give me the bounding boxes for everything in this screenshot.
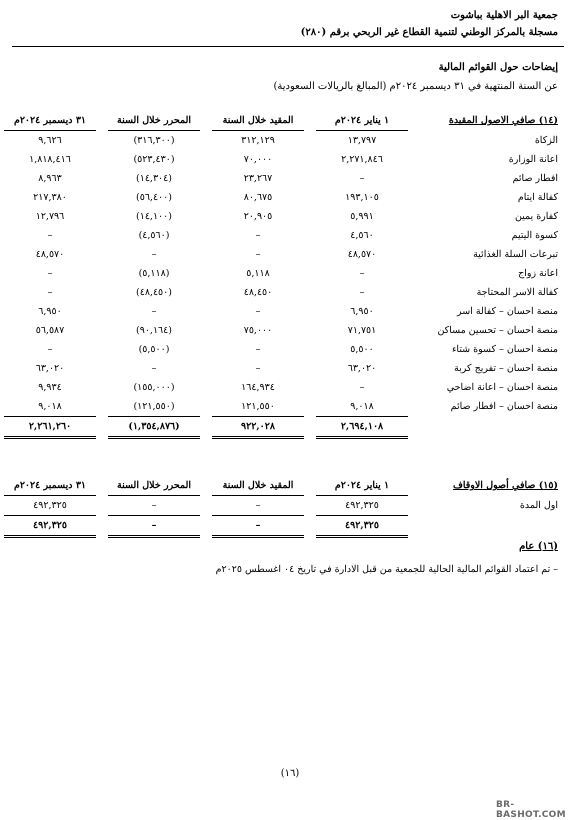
cell-opening: ٥,٥٠٠ bbox=[350, 344, 374, 355]
cell-opening: – bbox=[359, 382, 365, 393]
cell-opening: – bbox=[359, 173, 365, 184]
registration-line: مسجلة بالمركز الوطني لتنمية القطاع غير الربحي برقم (٢٨٠) bbox=[300, 27, 558, 38]
cell-restricted: ٨٠,٦٧٥ bbox=[243, 192, 273, 203]
cell-opening: ٦٣,٠٢٠ bbox=[347, 363, 377, 374]
table-row bbox=[4, 264, 558, 283]
total-label bbox=[420, 417, 558, 438]
table-row bbox=[4, 207, 558, 226]
cell-released: (٥٢٣,٤٣٠) bbox=[133, 154, 175, 165]
cell-opening: ٥,٩٩١ bbox=[350, 211, 374, 222]
cell-released: (٥٦,٤٠٠) bbox=[136, 192, 172, 203]
table-row bbox=[4, 169, 558, 188]
organization-name: جمعية البر الاهلية بباشوت bbox=[450, 10, 558, 21]
row-label: كفالة الاسر المحتاجة bbox=[476, 287, 558, 298]
cell-closing: ١٢,٧٩٦ bbox=[35, 211, 65, 222]
row-label: كفارة يمين bbox=[514, 211, 558, 222]
table-header-row bbox=[4, 476, 558, 496]
cell-restricted: ٧٠,٠٠٠ bbox=[243, 154, 273, 165]
cell-opening: ٩,٠١٨ bbox=[350, 401, 374, 412]
table-row bbox=[4, 188, 558, 207]
col-header-restricted: المقيد خلال السنة bbox=[212, 476, 304, 496]
cell-closing: ٥٦,٥٨٧ bbox=[35, 325, 65, 336]
cell-released: (٩٠,١٦٤) bbox=[136, 325, 172, 336]
col-header-restricted: المقيد خلال السنة bbox=[212, 111, 304, 131]
cell-restricted: – bbox=[255, 344, 261, 355]
row-label: منصة احسان – اعانة اضاحي bbox=[446, 382, 558, 393]
cell-released: (٥,٥٠٠) bbox=[138, 344, 170, 355]
cell-opening: ١٣,٧٩٧ bbox=[347, 135, 377, 146]
cell-closing: ٩,٩٣٤ bbox=[38, 382, 62, 393]
table-row bbox=[4, 378, 558, 397]
table-row bbox=[4, 302, 558, 321]
col-header-opening: ١ يناير ٢٠٢٤م bbox=[316, 476, 408, 496]
row-label: الزكاة bbox=[534, 134, 558, 146]
table-row bbox=[4, 397, 558, 417]
cell-restricted: – bbox=[255, 363, 261, 374]
endowment-net-assets-table bbox=[4, 476, 558, 538]
cell-closing: – bbox=[47, 344, 53, 355]
cell-closing: ٩,٦٢٦ bbox=[38, 135, 62, 146]
row-label: اعانة الوزارة bbox=[508, 154, 558, 165]
cell-released: (٤٨,٤٥٠) bbox=[136, 287, 172, 298]
cell-closing: ٤٨,٥٧٠ bbox=[35, 249, 65, 260]
cell-closing: ٦٣,٠٢٠ bbox=[35, 363, 65, 374]
cell-restricted: ٥,١١٨ bbox=[246, 268, 270, 279]
note16-text: – تم اعتماد القوائم المالية الحالية للجمعية من قبل الادارة في تاريخ ٠٤ اغسطس ٢٠٢٥م bbox=[215, 564, 558, 575]
cell-restricted: – bbox=[255, 249, 261, 260]
cell-restricted: – bbox=[255, 306, 261, 317]
cell-restricted: – bbox=[255, 500, 261, 511]
cell-opening: ٤,٥٦٠ bbox=[350, 230, 374, 241]
table-row bbox=[4, 340, 558, 359]
cell-closing: ٢١٧,٣٨٠ bbox=[33, 192, 67, 203]
cell-restricted: – bbox=[212, 516, 304, 537]
cell-restricted: ١٦٤,٩٣٤ bbox=[241, 382, 275, 393]
row-label: منصة احسان – تفريج كربة bbox=[454, 363, 558, 374]
page-number: (١٦) bbox=[280, 768, 300, 779]
cell-released: – bbox=[108, 516, 200, 537]
cell-released: (١٤,١٠٠) bbox=[136, 211, 172, 222]
col-header-released: المحرر خلال السنة bbox=[108, 476, 200, 496]
total-row bbox=[4, 516, 558, 537]
col-header-closing: ٣١ ديسمبر ٢٠٢٤م bbox=[4, 111, 96, 131]
cell-released: (١٥٥,٠٠٠) bbox=[133, 382, 175, 393]
cell-closing: ٤٩٢,٣٢٥ bbox=[4, 516, 96, 537]
cell-restricted: ٩٢٢,٠٢٨ bbox=[212, 417, 304, 438]
cell-opening: ١٩٣,١٠٥ bbox=[345, 192, 379, 203]
cell-released: – bbox=[151, 500, 157, 511]
cell-opening: ٢,٢٧١,٨٤٦ bbox=[341, 154, 383, 165]
row-label: منصة احسان – تحسين مساكن bbox=[437, 325, 558, 336]
col-header-closing: ٣١ ديسمبر ٢٠٢٤م bbox=[4, 476, 96, 496]
row-label: اول المدة bbox=[519, 500, 558, 511]
cell-closing: ١,٨١٨,٤١٦ bbox=[29, 154, 71, 165]
row-label: منصة احسان – افطار صائم bbox=[450, 401, 558, 413]
cell-closing: ٨,٩٦٣ bbox=[38, 173, 62, 184]
cell-released: (٣١٦,٣٠٠) bbox=[133, 135, 175, 146]
table-row bbox=[4, 496, 558, 516]
cell-released: (٥,١١٨) bbox=[138, 268, 170, 279]
table-row bbox=[4, 150, 558, 169]
cell-restricted: ١٢١,٥٥٠ bbox=[241, 401, 275, 412]
col-header-released: المحرر خلال السنة bbox=[108, 111, 200, 131]
cell-closing: ٤٩٢,٣٢٥ bbox=[33, 500, 67, 511]
total-label bbox=[420, 516, 558, 537]
cell-closing: – bbox=[47, 268, 53, 279]
row-label: كفالة ايتام bbox=[517, 192, 558, 203]
table-row bbox=[4, 321, 558, 340]
note16-title: (١٦) عام bbox=[519, 541, 558, 552]
cell-opening: ٤٩٢,٣٢٥ bbox=[316, 516, 408, 537]
cell-closing: ٦,٩٥٠ bbox=[38, 306, 62, 317]
row-label: تبرعات السلة الغذائية bbox=[473, 249, 558, 260]
cell-released: – bbox=[151, 363, 157, 374]
cell-restricted: ٢٠,٩٠٥ bbox=[243, 211, 273, 222]
cell-opening: ٢,٦٩٤,١٠٨ bbox=[316, 417, 408, 438]
row-label: كسوة اليتيم bbox=[511, 230, 558, 241]
note15-title: (١٥) صافي أصول الاوقاف bbox=[452, 480, 558, 492]
cell-restricted: – bbox=[255, 230, 261, 241]
cell-closing: – bbox=[47, 230, 53, 241]
note14-title: (١٤) صافي الاصول المقيدة bbox=[448, 115, 558, 127]
row-label: اعانة زواج bbox=[518, 268, 558, 279]
notes-title: إيضاحات حول القوائم المالية bbox=[438, 62, 558, 73]
table-row bbox=[4, 245, 558, 264]
cell-opening: ٦,٩٥٠ bbox=[350, 306, 374, 317]
restricted-net-assets-table bbox=[4, 111, 558, 439]
cell-restricted: ٢٣,٢٦٧ bbox=[243, 173, 273, 184]
cell-released: (٤,٥٦٠) bbox=[138, 230, 170, 241]
cell-released: – bbox=[151, 306, 157, 317]
cell-released: – bbox=[151, 249, 157, 260]
cell-opening: ٤٩٢,٣٢٥ bbox=[345, 500, 379, 511]
cell-restricted: ٧٥,٠٠٠ bbox=[243, 325, 273, 336]
table-row bbox=[4, 359, 558, 378]
cell-released: (١٢١,٥٥٠) bbox=[133, 401, 175, 412]
cell-released: (١٤,٣٠٤) bbox=[136, 173, 172, 184]
cell-opening: – bbox=[359, 268, 365, 279]
cell-closing: ٢,٢٦١,٢٦٠ bbox=[4, 417, 96, 438]
cell-closing: – bbox=[47, 287, 53, 298]
table-row bbox=[4, 226, 558, 245]
cell-closing: ٩,٠١٨ bbox=[38, 401, 62, 412]
cell-opening: ٤٨,٥٧٠ bbox=[347, 249, 377, 260]
site-watermark: BR-BASHOT.COM bbox=[496, 800, 566, 820]
cell-restricted: ٤٨,٤٥٠ bbox=[243, 287, 273, 298]
table-header-row bbox=[4, 111, 558, 131]
col-header-opening: ١ يناير ٢٠٢٤م bbox=[316, 111, 408, 131]
total-row bbox=[4, 417, 558, 438]
row-label: منصة احسان – كسوة شتاء bbox=[451, 344, 558, 355]
cell-opening: ٧١,٧٥١ bbox=[347, 325, 377, 336]
row-label: منصة احسان – كفالة اسر bbox=[456, 306, 558, 317]
table-row bbox=[4, 131, 558, 151]
cell-opening: – bbox=[359, 287, 365, 298]
header-divider bbox=[12, 46, 564, 47]
cell-released: (١,٣٥٤,٨٧٦) bbox=[108, 417, 200, 438]
period-line: عن السنة المنتهية في ٣١ ديسمبر ٢٠٢٤م (المبالغ بالريالات السعودية) bbox=[273, 81, 558, 92]
row-label: افطار صائم bbox=[512, 173, 558, 184]
table-row bbox=[4, 283, 558, 302]
cell-restricted: ٣١٢,١٢٩ bbox=[241, 135, 275, 146]
